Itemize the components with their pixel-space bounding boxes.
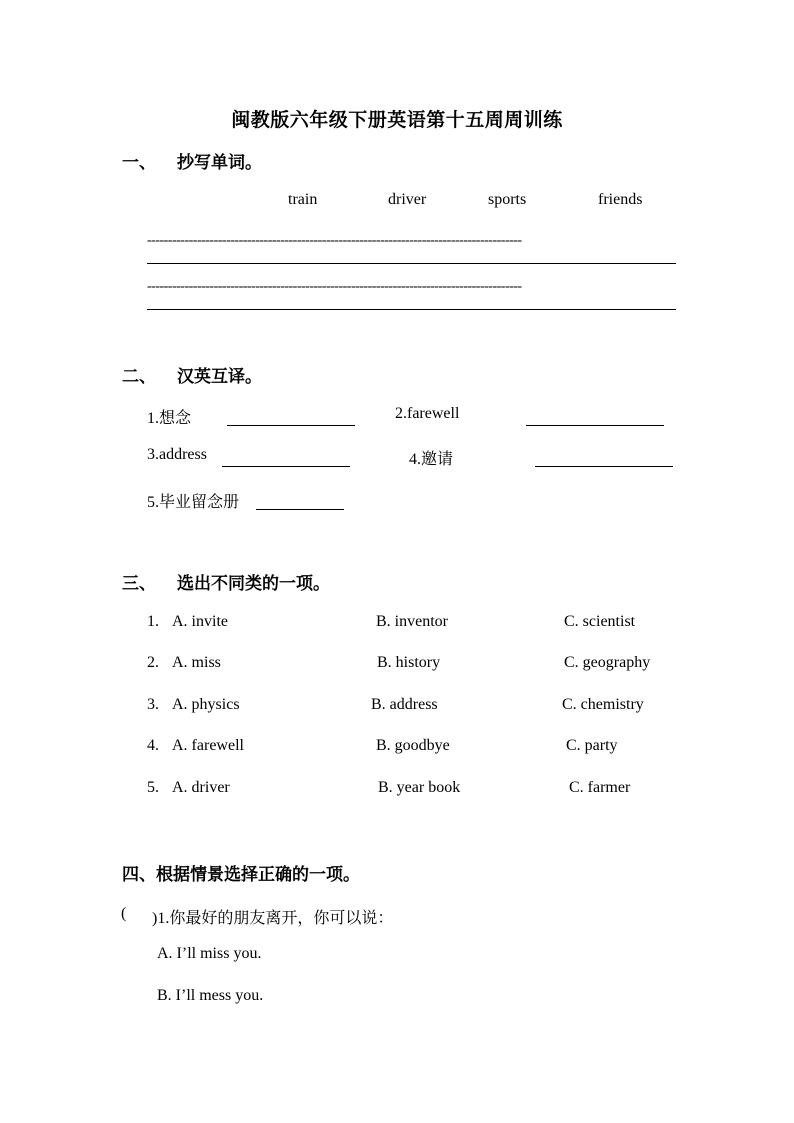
section-1-number: 一、 — [122, 153, 156, 172]
answer-blank-5[interactable] — [256, 509, 344, 510]
option-b: B. history — [377, 654, 441, 671]
copy-word-friends: friends — [598, 191, 643, 208]
answer-blank-2[interactable] — [526, 425, 664, 426]
question-number: 3. — [147, 696, 159, 713]
solid-writing-line-1 — [147, 263, 676, 264]
section-3-number: 三、 — [122, 574, 156, 593]
answer-paren-open[interactable]: ( — [121, 905, 127, 922]
answer-blank-3[interactable] — [222, 466, 350, 467]
translate-item-3: 3.address — [147, 446, 207, 463]
option-b: B. goodbye — [376, 737, 450, 754]
option-a: A. miss — [172, 654, 221, 671]
translate-item-5: 5.毕业留念册 — [147, 494, 240, 511]
option-a: A. farewell — [172, 737, 244, 754]
answer-blank-4[interactable] — [535, 466, 673, 467]
question-number: 5. — [147, 779, 159, 796]
section-2-heading: 汉英互译。 — [177, 367, 262, 386]
option-c: C. party — [566, 737, 618, 754]
option-c: C. chemistry — [562, 696, 644, 713]
question-number: 2. — [147, 654, 159, 671]
option-b: B. I’ll mess you. — [157, 987, 264, 1004]
option-b: B. inventor — [376, 613, 448, 630]
dashed-writing-line-2: ------------------------------------------------------------------------------------------ — [147, 279, 522, 294]
question-number: 1. — [147, 613, 159, 630]
section-4-heading: 四、根据情景选择正确的一项。 — [122, 865, 360, 884]
translate-item-1: 1.想念 — [147, 410, 192, 427]
copy-word-train: train — [288, 191, 318, 208]
question-number: 4. — [147, 737, 159, 754]
section-3-heading: 选出不同类的一项。 — [177, 574, 330, 593]
section-2-number: 二、 — [122, 367, 156, 386]
option-c: C. farmer — [569, 779, 631, 796]
copy-word-driver: driver — [388, 191, 427, 208]
dashed-writing-line-1: ------------------------------------------------------------------------------------------ — [147, 233, 522, 248]
option-a: A. invite — [172, 613, 228, 630]
option-a: A. physics — [172, 696, 240, 713]
option-c: C. geography — [564, 654, 651, 671]
question-1-prompt: )1.你最好的朋友离开，你可以说： — [152, 910, 394, 927]
page-title: 闽教版六年级下册英语第十五周周训练 — [231, 110, 563, 131]
option-a: A. I’ll miss you. — [157, 945, 262, 962]
copy-word-sports: sports — [488, 191, 527, 208]
option-c: C. scientist — [564, 613, 636, 630]
option-a: A. driver — [172, 779, 230, 796]
section-1-heading: 抄写单词。 — [177, 153, 262, 172]
translate-item-4: 4.邀请 — [409, 451, 454, 468]
answer-blank-1[interactable] — [227, 425, 355, 426]
option-b: B. address — [371, 696, 438, 713]
option-b: B. year book — [378, 779, 461, 796]
translate-item-2: 2.farewell — [395, 405, 460, 422]
solid-writing-line-2 — [147, 309, 676, 310]
